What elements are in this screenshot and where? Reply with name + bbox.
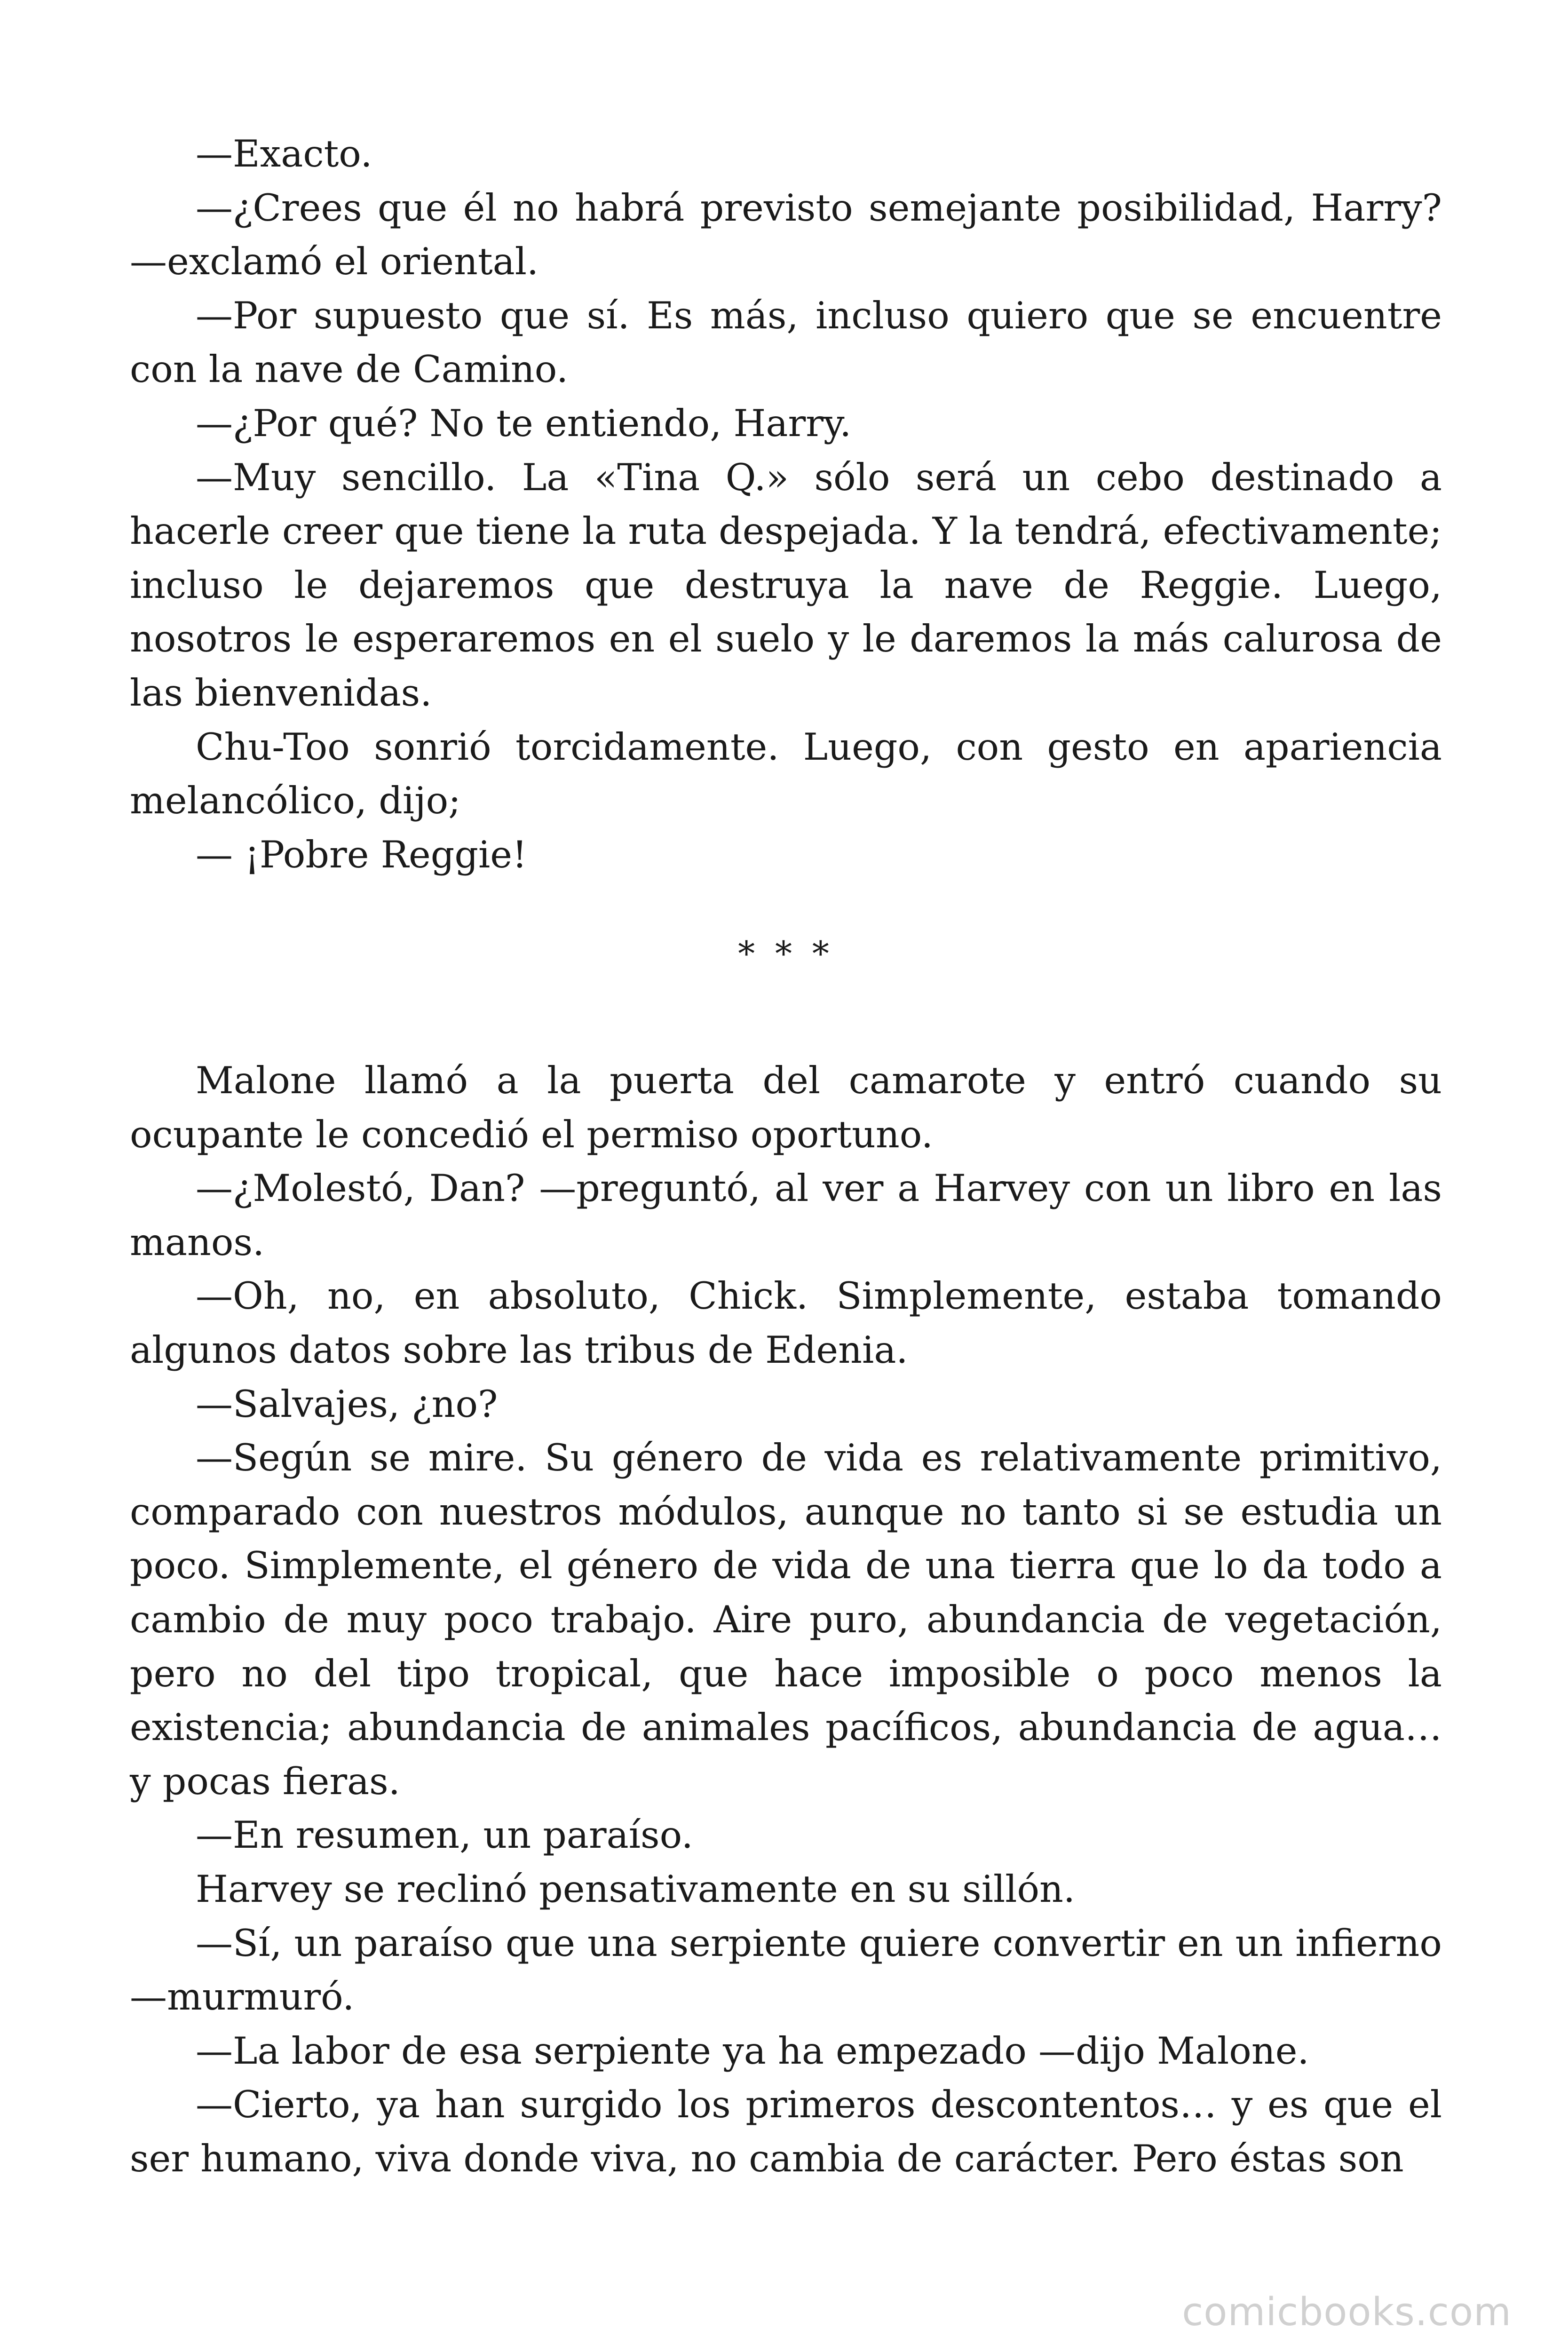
paragraph: —Salvajes, ¿no? [196,1382,498,1426]
paragraph: —¿Molestó, Dan? —preguntó, al ver a Harvey con un libro en las manos. [130,1167,1442,1264]
paragraph: —Cierto, ya han surgido los primeros descontentos… y es que el ser humano, viva donde viva, no cambia de carácter. Pero éstas son [130,2083,1442,2180]
paragraph: —Muy sencillo. La «Tina Q.» sólo será un cebo destinado a hacerle creer que tiene la ruta despejada. Y la tendrá, efectivamente; incluso le dejaremos que destruya la nave de Reggie. Luego, nosotros le esperaremos en el suelo y le daremos la más calurosa de las bienvenidas. [130,455,1442,715]
paragraph: —¿Crees que él no habrá previsto semejante posibilidad, Harry? —exclamó el oriental. [130,186,1442,284]
paragraph: —En resumen, un paraíso. [196,1813,693,1857]
paragraph: —Según se mire. Su género de vida es relativamente primitivo, comparado con nuestros módulos, aunque no tanto si se estudia un poco. Simplemente, el género de vida de una tierra que lo da todo a cambio de muy poco trabajo. Aire puro, abundancia de vegetación, pero no del tipo tropical, que hace imposible o poco menos la existencia; abundancia de animales pacíficos, abundancia de agua… y pocas fieras. [130,1436,1442,1803]
watermark: comicbooks.com [1182,2290,1512,2335]
paragraph: Harvey se reclinó pensativamente en su sillón. [196,1867,1076,1911]
scene-break: * * * [738,934,834,973]
paragraph: —La labor de esa serpiente ya ha empezado —dijo Malone. [196,2029,1309,2073]
paragraph: Chu-Too sonrió torcidamente. Luego, con gesto en apariencia melancólico, dijo; [130,725,1442,823]
paragraph: —Oh, no, en absoluto, Chick. Simplemente, estaba tomando algunos datos sobre las tribus de Edenia. [130,1274,1442,1372]
text-block-top [130,127,1442,882]
paragraph: Malone llamó a la puerta del camarote y entró cuando su ocupante le concedió el permiso oportuno. [130,1059,1442,1156]
paragraph: — ¡Pobre Reggie! [196,833,527,876]
paragraph: —¿Por qué? No te entiendo, Harry. [196,401,852,445]
paragraph: —Exacto. [196,132,372,175]
paragraph: —Sí, un paraíso que una serpiente quiere convertir en un infierno —murmuró. [130,1921,1442,2019]
paragraph: —Por supuesto que sí. Es más, incluso quiero que se encuentre con la nave de Camino. [130,294,1442,391]
text-block-bottom [130,1054,1442,2185]
